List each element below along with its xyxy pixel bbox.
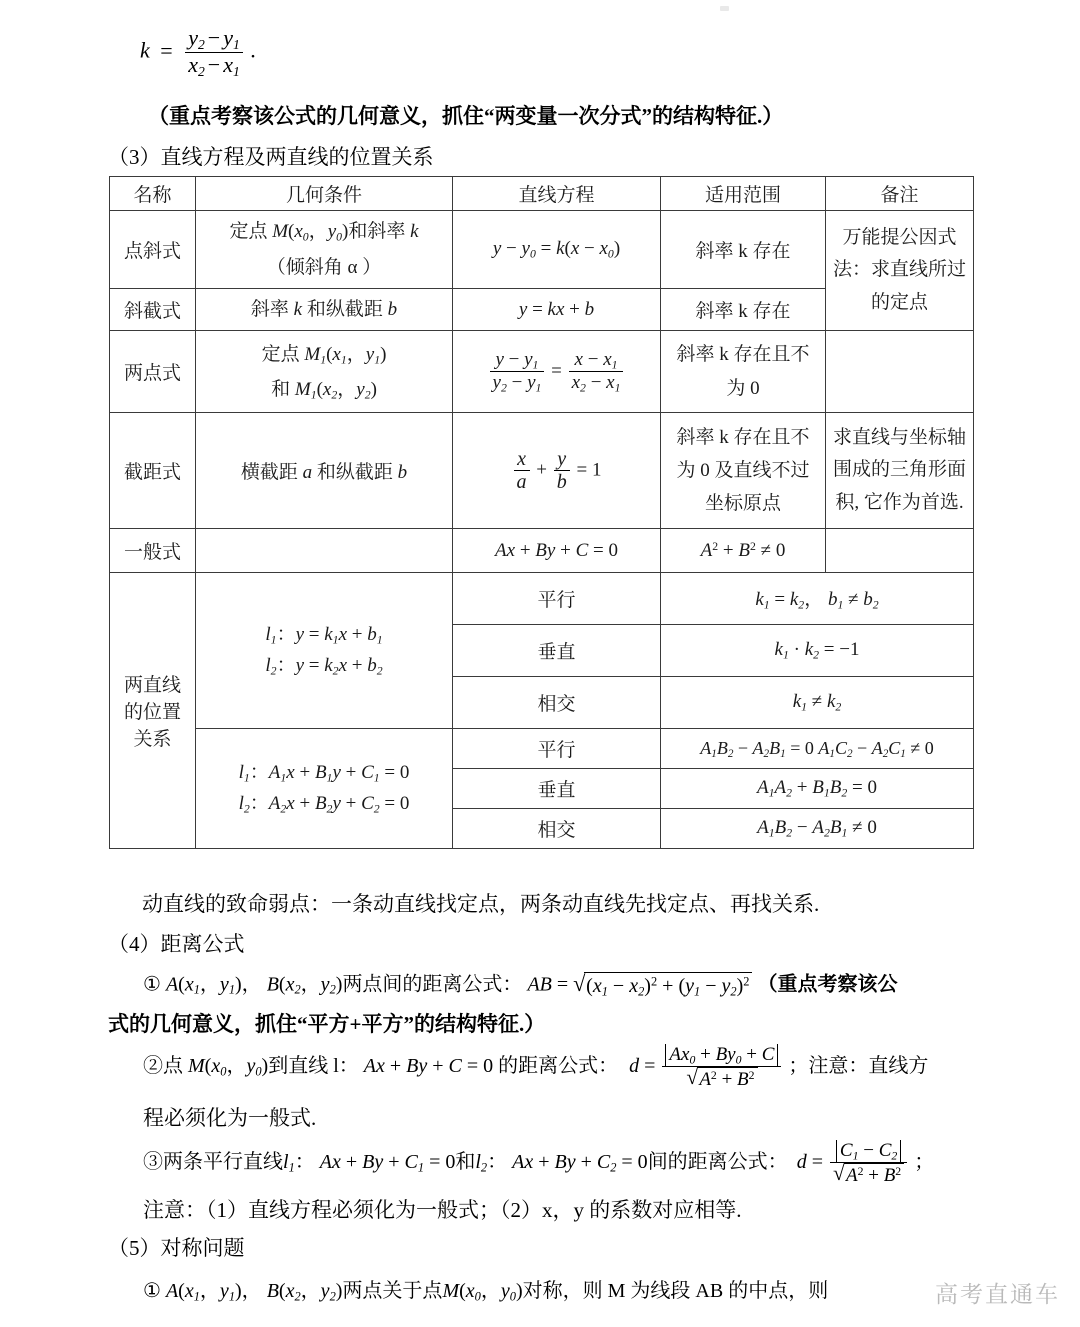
note-line-3: 积, 它作为首选.: [835, 491, 964, 513]
formula-slope-lhs: k: [140, 37, 150, 63]
dist1-emphasis: （重点考察该公: [757, 973, 898, 996]
row-range-slope-intercept: 斜率 k 存在: [661, 289, 826, 331]
row-note-intercept: [826, 413, 974, 529]
geo-mid: 和斜率: [348, 221, 411, 243]
relation-condition-intersect-2: $A_1B_2 - A_2B_1 \ne 0$: [661, 809, 974, 849]
row-range-point-slope: 斜率 k 存在: [661, 211, 826, 289]
table-row: [110, 413, 974, 529]
den-x2: x: [188, 52, 198, 78]
circled-1-sym: ①: [143, 1280, 161, 1302]
relation-label-intersect-1: 相交: [453, 677, 661, 729]
num-y1: y: [223, 25, 233, 50]
dist3-tail: 间的距离公式：: [647, 1151, 788, 1174]
note-line-1: 万能提公因式: [842, 226, 957, 248]
range-line-2: 为 0 及直线不过: [676, 460, 810, 482]
circled-3: ③: [143, 1151, 163, 1174]
relation-condition-perpendicular-1: $k_1 \cdot k_2 = -1$: [661, 625, 974, 677]
row-label-slope-intercept: 斜截式: [110, 289, 196, 331]
section-5-heading: （5）对称问题: [108, 1236, 245, 1260]
scan-artifact: [720, 6, 729, 11]
note-line-3: 的定点: [870, 291, 928, 313]
geo-prefix: 定点: [229, 221, 273, 243]
formula-slope-denominator: [185, 53, 243, 79]
relations-label-line-3: 关系: [133, 729, 172, 751]
relation-label-intersect-2: 相交: [453, 809, 661, 849]
formula-slope: [140, 26, 256, 79]
dist2-after: 的距离公式：: [498, 1055, 619, 1078]
relation-label-parallel-2: 平行: [453, 729, 661, 769]
row-geometry-two-point: 定点 $M_1(x_1$，$y_1$) 和 $M_1(x_2$，$y_2$): [196, 331, 453, 413]
dist2-mid: 到直线 l：: [268, 1055, 359, 1078]
dist3-start: 两条平行直线: [163, 1151, 283, 1174]
table-header-geometry: 几何条件: [196, 177, 453, 211]
row-geometry-slope-intercept: 斜率 k 和纵截距 b: [196, 289, 453, 331]
den-x1: x: [223, 52, 233, 78]
note-line-2: 法：求直线所过: [832, 259, 966, 281]
table-header-name: 名称: [110, 177, 196, 211]
dist2-tail: ；注意：直线方: [788, 1055, 929, 1078]
dist3-and: 和: [455, 1151, 476, 1174]
dist1-text: 两点间的距离公式：: [342, 973, 523, 996]
row-note-merged: [826, 211, 974, 331]
row-label-relations: [110, 573, 196, 849]
row-range-intercept: [661, 413, 826, 529]
relation-label-parallel-1: 平行: [453, 573, 661, 625]
distance-caution: 注意：（1）直线方程必须化为一般式；（2）x，y 的系数对应相等.: [143, 1198, 742, 1222]
geo-k: k: [410, 221, 419, 243]
range-line-1: 斜率 k 存在且不: [676, 344, 810, 366]
table-row: [110, 729, 974, 769]
geo-M: M: [272, 221, 289, 243]
section-4-heading: （4）距离公式: [108, 932, 245, 956]
formula-slope-numerator: [185, 26, 243, 53]
den-x2-sub: 2: [197, 63, 205, 79]
formula-slope-equals: =: [160, 37, 173, 63]
range-line-2: 为 0: [726, 377, 760, 399]
row-note-general: [826, 529, 974, 573]
relation-condition-parallel-1: $k_1 = k_2$， $b_1 \ne b_2$: [661, 573, 974, 625]
relation-label-perpendicular-2: 垂直: [453, 769, 661, 809]
den-minus: −: [207, 52, 221, 78]
circled-1: ①: [143, 973, 161, 996]
row-equation-point-slope: $y - y_0 = k(x - x_0)$: [453, 211, 661, 289]
num-y2-sub: 2: [197, 36, 205, 52]
relation-condition-perpendicular-2: $A_1A_2 + B_1B_2 = 0$: [661, 769, 974, 809]
table-header-note: 备注: [826, 177, 974, 211]
relation-label-perpendicular-1: 垂直: [453, 625, 661, 677]
emphasis-note-1: （重点考察该公式的几何意义，抓住“两变量一次分式”的结构特征.）: [148, 104, 784, 128]
row-equation-intercept: $\frac{x}{a}$ + $\frac{y}{b}$ = 1: [453, 413, 661, 529]
row-label-two-point: 两点式: [110, 331, 196, 413]
relation-condition-intersect-1: $k_1 \ne k_2$: [661, 677, 974, 729]
den-x1-sub: 1: [232, 63, 240, 79]
distance-item-3: ③两条平行直线$l_1$： $Ax + By + C_1 = 0$和$l_2$： $Ax + By + C_2 = 0$间的距离公式： d = $C_1 - C_2$ √ $A^2 + B^2$ ；: [143, 1140, 1073, 1187]
row-range-two-point: [661, 331, 826, 413]
num-y2: y: [188, 25, 198, 50]
range-line-1: 斜率 k 存在且不: [676, 426, 810, 448]
row-equation-general: Ax + By + C = 0: [453, 529, 661, 573]
relations-group2-equations: $l_1$：$A_1x + B_1y + C_1 = 0$ $l_2$：$A_2x + B_2y + C_2 = 0$: [196, 729, 453, 849]
table-header-equation: 直线方程: [453, 177, 661, 211]
watermark: 高考直通车: [935, 1281, 1060, 1307]
note-line-1: 求直线与坐标轴: [832, 426, 966, 448]
row-label-intercept: 截距式: [110, 413, 196, 529]
row-geometry-general: [196, 529, 453, 573]
row-range-general: $A^2 + B^2 \ne 0$: [661, 529, 826, 573]
range-line-3: 坐标原点: [704, 493, 781, 515]
num-minus: −: [207, 25, 221, 50]
table-row: [110, 529, 974, 573]
symmetry-item-1: ① $A(x_1$，$y_1$)， $B(x_2$，$y_2$)两点关于点$M(x_0$，$y_0$)对称，则 M 为线段 AB 的中点，则: [143, 1280, 829, 1304]
table-row: [110, 211, 974, 289]
circled-2: ②: [143, 1055, 163, 1078]
relations-group1-equations: $l_1$：$y = k_1x + b_1$ $l_2$：$y = k_2x + b_2$: [196, 573, 453, 729]
row-note-two-point: [826, 331, 974, 413]
table-row: [110, 331, 974, 413]
relations-label-line-2: 的位置: [123, 702, 181, 724]
sym-mid: 两点关于点: [342, 1280, 443, 1302]
line-equations-table: [109, 176, 974, 849]
row-label-point-slope: 点斜式: [110, 211, 196, 289]
table-header-range: 适用范围: [661, 177, 826, 211]
note-line-2: 围成的三角形面: [832, 459, 966, 481]
table-row: [110, 573, 974, 625]
section-3-heading: （3）直线方程及两直线的位置关系: [108, 145, 434, 169]
distance-item-2-line2: 程必须化为一般式.: [143, 1106, 317, 1130]
dist2-start: 点: [163, 1055, 183, 1078]
row-equation-two-point: $\frac{y - y_1}{y_2 - y_1}$ = $\frac{x - x_1}{x_2 - x_1}$: [453, 331, 661, 413]
formula-slope-fraction: [185, 26, 243, 79]
row-label-general: 一般式: [110, 529, 196, 573]
distance-item-2: ②点 $M(x_0$，$y_0$)到直线 l： Ax + By + C = 0 的距离公式： d = $Ax_0 + By_0 + C$ √ $A^2 + B^2$ ；注意：直线方: [143, 1044, 1063, 1091]
table-header-row: [110, 177, 974, 211]
distance-item-1: ① $A(x_1$，$y_1$)， $B(x_2$，$y_2$)两点间的距离公式： AB = √ $(x_1 - x_2)^2 + (y_1 - y_2)^2$ （重点考察该公: [143, 972, 1043, 999]
moving-line-note: 动直线的致命弱点：一条动直线找定点，两条动直线先找定点、再找关系.: [142, 892, 820, 916]
row-geometry-point-slope: 定点 $M(x_0$，$y_0$)和斜率 k （倾斜角 α ）: [196, 211, 453, 289]
row-equation-slope-intercept: y = kx + b: [453, 289, 661, 331]
formula-slope-period: .: [250, 37, 256, 63]
geo-inclination: （倾斜角 α ）: [266, 256, 382, 278]
num-y1-sub: 1: [232, 36, 240, 52]
distance-item-1-line2: 式的几何意义，抓住“平方+平方”的结构特征.）: [108, 1012, 546, 1036]
relation-condition-parallel-2: $A_1B_2 - A_2B_1 = 0$ $A_1C_2 - A_2C_1 \ne 0$: [661, 729, 974, 769]
row-geometry-intercept: 横截距 a 和纵截距 b: [196, 413, 453, 529]
relations-label-line-1: 两直线: [123, 675, 181, 697]
sym-tail: 对称，则 M 为线段 AB 的中点，则: [522, 1280, 829, 1302]
dist3-end: ；: [914, 1151, 935, 1174]
